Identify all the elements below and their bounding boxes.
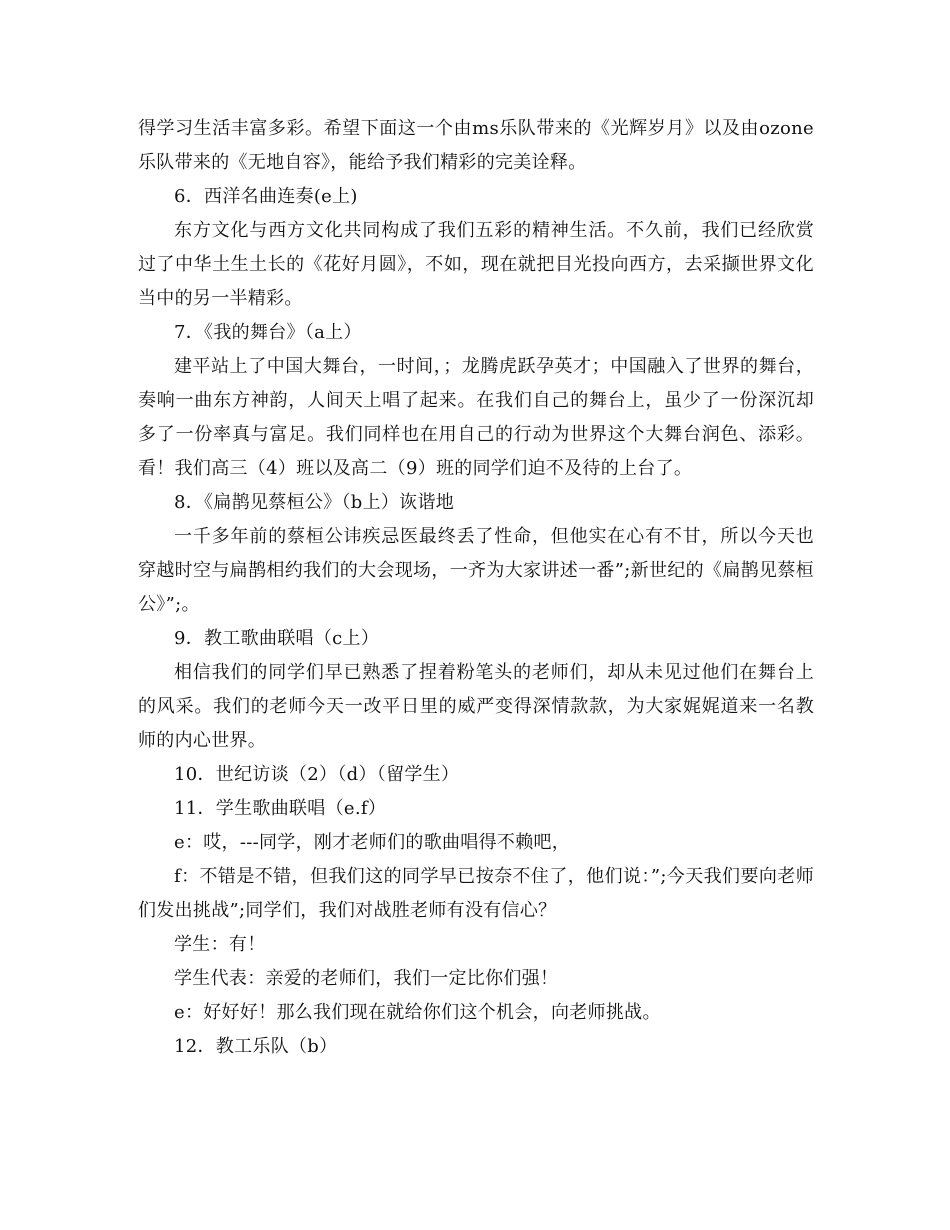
- dialogue-line: e：哎，---同学，刚才老师们的歌曲唱得不赖吧，: [174, 832, 571, 853]
- section-heading-11: 11．学生歌曲联唱（e.f）: [174, 798, 387, 819]
- paragraph-body: 建平站上了中国大舞台，一时间，；龙腾虎跃孕英才；中国融入了世界的舞台，奏响一曲东方神韵，人间天上唱了起来。在我们自己的舞台上，虽少了一份深沉却多了一份率真与富足。我们同样也在用自己的行动为世界这个大舞台润色、添彩。看！我们高三（4）班以及高二（9）班的同学们迫不及待的上台了。: [138, 356, 814, 479]
- section-heading-10: 10．世纪访谈（2）（d）（留学生）: [174, 764, 460, 785]
- paragraph-body: 一千多年前的蔡桓公讳疾忌医最终丢了性命，但他实在心有不甘，所以今天也穿越时空与扁鹊相约我们的大会现场，一齐为大家讲述一番”;新世纪的《扁鹊见蔡桓公》”;。: [138, 526, 814, 615]
- paragraph-body: 东方文化与西方文化共同构成了我们五彩的精神生活。不久前，我们已经欣赏过了中华土生土长的《花好月圆》，不如，现在就把目光投向西方，去采撷世界文化当中的另一半精彩。: [138, 220, 814, 309]
- document-page: [138, 112, 814, 1064]
- section-heading-6: 6．西洋名曲连奏(e上): [174, 186, 358, 207]
- section-heading-8: 8．《扁鹊见蔡桓公》（b上）诙谐地: [174, 492, 455, 513]
- section-heading-7: 7．《我的舞台》（a上）: [174, 322, 362, 343]
- dialogue-line: 学生：有！: [174, 934, 266, 955]
- paragraph-body: 相信我们的同学们早已熟悉了捏着粉笔头的老师们，却从未见过他们在舞台上的风采。我们的老师今天一改平日里的威严变得深情款款，为大家娓娓道来一名教师的内心世界。: [138, 662, 814, 751]
- paragraph-continuation: 得学习生活丰富多彩。希望下面这一个由ms乐队带来的《光辉岁月》以及由ozone乐队带来的《无地自容》，能给予我们精彩的完美诠释。: [138, 118, 814, 173]
- dialogue-line: f：不错是不错，但我们这的同学早已按奈不住了，他们说：”;今天我们要向老师们发出挑战”;同学们，我们对战胜老师有没有信心？: [138, 866, 814, 921]
- section-heading-12: 12．教工乐队（b）: [174, 1036, 338, 1057]
- section-heading-9: 9．教工歌曲联唱（c上）: [174, 628, 380, 649]
- dialogue-line: 学生代表：亲爱的老师们，我们一定比你们强！: [174, 968, 559, 989]
- dialogue-line: e：好好好！那么我们现在就给你们这个机会，向老师挑战。: [174, 1002, 661, 1023]
